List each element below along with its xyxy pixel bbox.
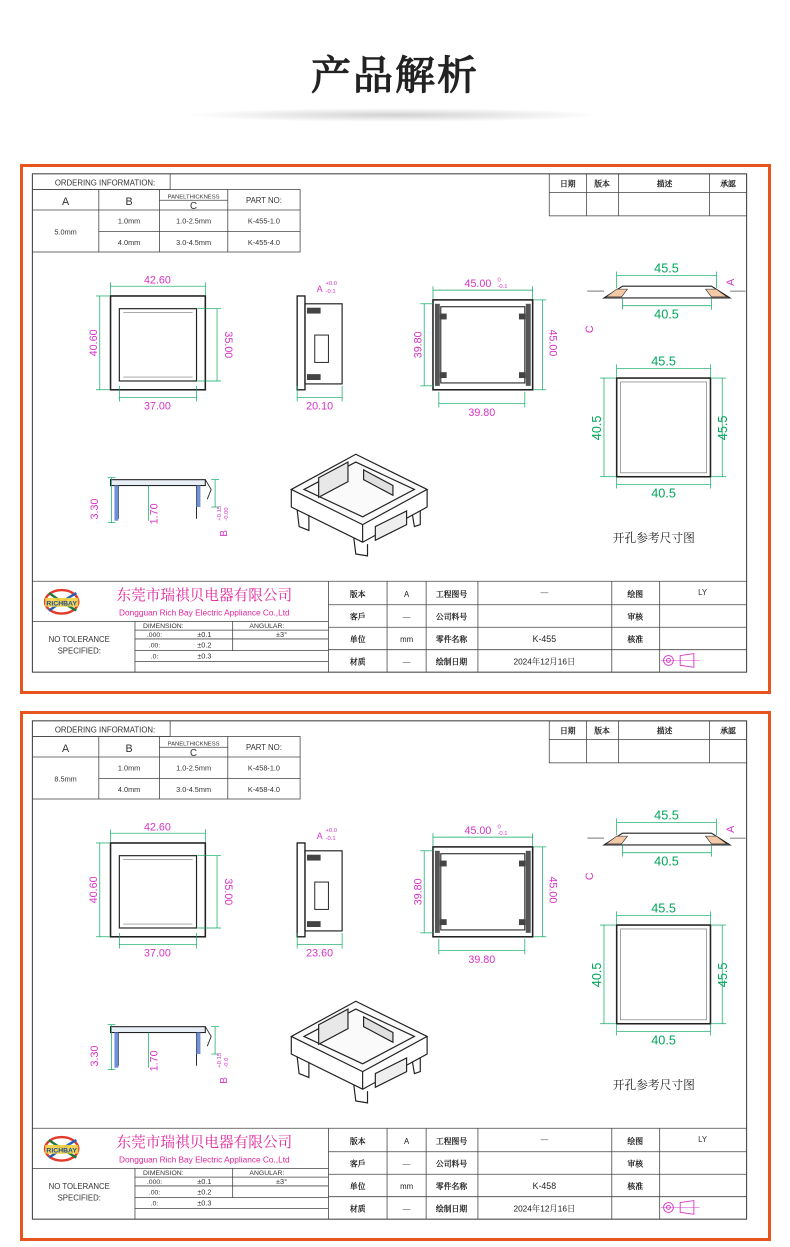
drawing-no-value: — [540, 1134, 549, 1144]
col-part-header: PART NO: [245, 743, 282, 753]
material-label: 材质 [349, 657, 366, 667]
part-name-label: 零件名称 [435, 634, 468, 644]
approve-label: 核准 [627, 634, 644, 644]
customer-label: 客戶 [349, 1159, 366, 1169]
dim-back-w-dn: -0.1 [497, 831, 508, 838]
revision-table [549, 721, 746, 763]
col-a-header: A [62, 196, 70, 209]
no-tol-1: NO TOLERANCE [48, 634, 110, 644]
page-title: 产品解析 [311, 53, 479, 99]
company-name-cn: 东莞市瑞祺贝电器有限公司 [116, 587, 293, 604]
row2-c: 3.0-4.5mm [176, 785, 212, 795]
dim-sect-h1: 3.30 [88, 1045, 101, 1067]
front-view [88, 821, 234, 959]
rev-desc: 描述 [656, 726, 673, 736]
row1-c: 1.0-2.5mm [176, 216, 212, 226]
row2-part: K-458-4.0 [247, 785, 281, 795]
drawing-no-value: — [540, 587, 549, 597]
date-label: 绘制日期 [435, 657, 468, 667]
mounting-hole-view [590, 354, 730, 545]
dim-back-height-right: 45.00 [546, 329, 559, 357]
tol-row1-v: ±0.1 [197, 629, 212, 639]
check-label: 审核 [627, 1159, 644, 1169]
dim-cut-bottom: 40.5 [654, 854, 679, 869]
dimension-label: DIMENSION: [143, 1170, 184, 1178]
drawing-sheet-k455 [20, 164, 771, 694]
col-b-header: B [125, 743, 133, 756]
dim-hole-left: 40.5 [590, 962, 605, 988]
rev-approve: 承認 [720, 179, 736, 189]
no-tol-1: NO TOLERANCE [48, 1181, 110, 1191]
dim-cut-top: 45.5 [654, 261, 679, 276]
dim-side-depth: 20.10 [306, 400, 334, 413]
dim-hole-bottom: 40.5 [651, 486, 676, 501]
col-c-header: C [190, 201, 198, 213]
unit-value: mm [400, 1181, 414, 1191]
technical-drawing [23, 714, 756, 1226]
dim-sect-b-up: +0.15 [216, 505, 223, 521]
unit-value: mm [400, 634, 414, 644]
dim-sect-h2: 1.70 [148, 1050, 161, 1072]
date-value: 2024年12月16日 [513, 1203, 576, 1214]
ordering-title: ORDERING INFORMATION: [54, 178, 156, 188]
ordering-title: ORDERING INFORMATION: [54, 725, 156, 735]
projection-symbol [661, 654, 700, 668]
dim-front-width: 42.60 [144, 821, 171, 834]
company-logo [45, 590, 78, 613]
angular-label: ANGULAR: [249, 1170, 285, 1178]
mounting-hole-view [590, 901, 730, 1092]
dim-side-tol-up: +0.0 [325, 828, 338, 835]
tol-row2-v: ±0.2 [197, 1187, 212, 1197]
dim-sect-b: B [218, 530, 230, 537]
col-b-header: B [125, 196, 133, 209]
part-name-label: 零件名称 [435, 1181, 468, 1191]
material-value: — [402, 1204, 411, 1214]
dim-hole-left: 40.5 [590, 415, 605, 441]
side-view [297, 828, 342, 959]
version-label: 版本 [349, 589, 366, 599]
row1-part: K-455-1.0 [247, 216, 281, 226]
isometric-view [291, 454, 427, 556]
cutout-section [584, 809, 745, 881]
col-c-header: C [190, 748, 198, 760]
back-view [412, 277, 558, 419]
row2-b: 4.0mm [117, 785, 141, 795]
tol-row2-v: ±0.2 [197, 640, 212, 650]
rev-date: 日期 [560, 726, 576, 736]
section-view [89, 478, 230, 537]
dimension-label: DIMENSION: [143, 623, 184, 631]
unit-label: 单位 [349, 1181, 366, 1191]
approve-label: 核准 [627, 1181, 644, 1191]
no-tol-2: SPECIFIED: [57, 1193, 101, 1203]
logo-text: RICHBAY [46, 600, 77, 608]
dim-side-tol-up: +0.0 [325, 281, 338, 288]
title-shadow [185, 108, 605, 122]
section-view [89, 1025, 230, 1084]
tol-row1-v: ±0.1 [197, 1176, 212, 1186]
isometric-view [291, 1001, 427, 1103]
row1-b: 1.0mm [117, 216, 141, 226]
rev-date: 日期 [560, 179, 576, 189]
version-label: 版本 [349, 1136, 366, 1146]
dim-back-w-dn: -0.1 [497, 284, 508, 291]
a-value: 8.5mm [54, 774, 77, 784]
rev-desc: 描述 [656, 179, 673, 189]
angular-value: ±3° [276, 629, 288, 639]
hole-caption: 开孔参考尺寸图 [612, 532, 695, 546]
side-view [297, 281, 342, 412]
dim-back-height-left: 39.80 [412, 331, 425, 359]
row2-c: 3.0-4.5mm [176, 238, 212, 248]
projection-symbol [661, 1201, 700, 1215]
col-a-header: A [62, 743, 70, 756]
drawn-value: LY [698, 587, 708, 597]
dim-front-inner: 35.00 [221, 878, 234, 906]
dim-cut-bottom: 40.5 [654, 307, 679, 322]
drawing-no-label: 工程图号 [435, 1136, 468, 1146]
dim-sect-b: B [218, 1077, 230, 1084]
angular-value: ±3° [276, 1176, 288, 1186]
tol-row1-k: .000: [146, 631, 163, 639]
company-name-cn: 东莞市瑞祺贝电器有限公司 [116, 1134, 293, 1151]
company-logo [45, 1137, 78, 1160]
col-part-header: PART NO: [245, 196, 282, 206]
dim-hole-top: 45.5 [651, 354, 676, 369]
dim-front-inner: 35.00 [221, 331, 234, 359]
back-view [412, 824, 558, 966]
dim-cut-c: C [584, 872, 597, 881]
dim-side-tol-label: A [316, 831, 323, 842]
revision-table [549, 174, 746, 216]
dim-front-width: 42.60 [144, 274, 171, 287]
material-label: 材质 [349, 1204, 366, 1214]
drawn-label: 绘图 [627, 1136, 644, 1146]
drawn-value: LY [698, 1134, 708, 1144]
material-value: — [402, 657, 411, 667]
hole-caption: 开孔参考尺寸图 [612, 1079, 695, 1093]
part-name-value: K-455 [532, 633, 557, 644]
dim-side-tol-dn: -0.1 [325, 836, 336, 843]
logo-text: RICHBAY [46, 1147, 77, 1155]
no-tol-2: SPECIFIED: [57, 646, 101, 656]
tol-row3-k: .0: [150, 1200, 159, 1208]
dim-back-w-up: 0 [497, 277, 501, 284]
tol-row2-k: .00: [148, 642, 161, 650]
dim-cut-c: C [584, 325, 597, 334]
dim-sect-b-up: +0.15 [216, 1052, 223, 1068]
dim-cut-a: A [724, 278, 737, 286]
row2-b: 4.0mm [117, 238, 141, 248]
dim-sect-h1: 3.30 [88, 498, 101, 520]
drawing-no-label: 工程图号 [435, 589, 468, 599]
dim-sect-b-dn: -0.00 [223, 507, 230, 521]
dim-sect-b-dn: -0.0 [223, 1057, 230, 1068]
customer-value: — [402, 1159, 411, 1169]
technical-drawing [23, 167, 756, 679]
version-value: A [403, 589, 410, 599]
cutout-section [584, 262, 745, 334]
dim-hole-top: 45.5 [651, 901, 676, 916]
rev-version: 版本 [594, 726, 610, 736]
row1-b: 1.0mm [117, 763, 141, 773]
unit-label: 单位 [349, 634, 366, 644]
tol-row2-k: .00: [148, 1189, 161, 1197]
date-value: 2024年12月16日 [513, 656, 576, 667]
company-name-en: Dongguan Rich Bay Electric Appliance Co.,Ltd [119, 607, 290, 618]
version-value: A [403, 1136, 410, 1146]
tol-row3-v: ±0.3 [197, 1198, 212, 1208]
dim-back-height-right: 45.00 [546, 876, 559, 904]
check-label: 审核 [627, 612, 644, 622]
col-c-top-header: PANELTHICKNESS [167, 741, 220, 748]
angular-label: ANGULAR: [249, 623, 285, 631]
dim-sect-h2: 1.70 [148, 503, 161, 525]
tol-row3-k: .0: [150, 653, 159, 661]
dim-back-width: 45.00 [464, 825, 492, 838]
tol-row3-v: ±0.3 [197, 651, 212, 661]
dim-back-bottom: 39.80 [468, 954, 496, 967]
company-name-en: Dongguan Rich Bay Electric Appliance Co.,Ltd [119, 1154, 290, 1165]
dim-side-tol-dn: -0.1 [325, 289, 336, 296]
part-name-value: K-458 [532, 1180, 557, 1191]
dim-back-width: 45.00 [464, 278, 492, 291]
date-label: 绘制日期 [435, 1204, 468, 1214]
dim-back-height-left: 39.80 [412, 878, 425, 906]
dim-cut-a: A [724, 825, 737, 833]
dim-back-w-up: 0 [497, 824, 501, 831]
front-view [88, 274, 234, 412]
row2-part: K-455-4.0 [247, 238, 281, 248]
row1-part: K-458-1.0 [247, 763, 281, 773]
customer-value: — [402, 612, 411, 622]
material-no-label: 公司料号 [435, 1159, 468, 1169]
dim-front-bottom: 37.00 [144, 947, 171, 960]
drawn-label: 绘图 [627, 589, 644, 599]
dim-side-depth: 23.60 [306, 947, 334, 960]
dim-hole-bottom: 40.5 [651, 1033, 676, 1048]
material-no-label: 公司料号 [435, 612, 468, 622]
dim-side-tol-label: A [316, 284, 323, 295]
dim-hole-right: 45.5 [716, 415, 731, 441]
dim-back-bottom: 39.80 [468, 407, 496, 420]
dim-front-height: 40.60 [87, 329, 100, 357]
dim-hole-right: 45.5 [716, 962, 731, 988]
row1-c: 1.0-2.5mm [176, 763, 212, 773]
rev-approve: 承認 [720, 726, 736, 736]
a-value: 5.0mm [54, 227, 77, 237]
col-c-top-header: PANELTHICKNESS [167, 194, 220, 201]
drawing-sheet-k458 [20, 711, 771, 1241]
dim-front-bottom: 37.00 [144, 400, 171, 413]
rev-version: 版本 [594, 179, 610, 189]
dim-cut-top: 45.5 [654, 808, 679, 823]
customer-label: 客戶 [349, 612, 366, 622]
dim-front-height: 40.60 [87, 876, 100, 904]
tol-row1-k: .000: [146, 1178, 163, 1186]
